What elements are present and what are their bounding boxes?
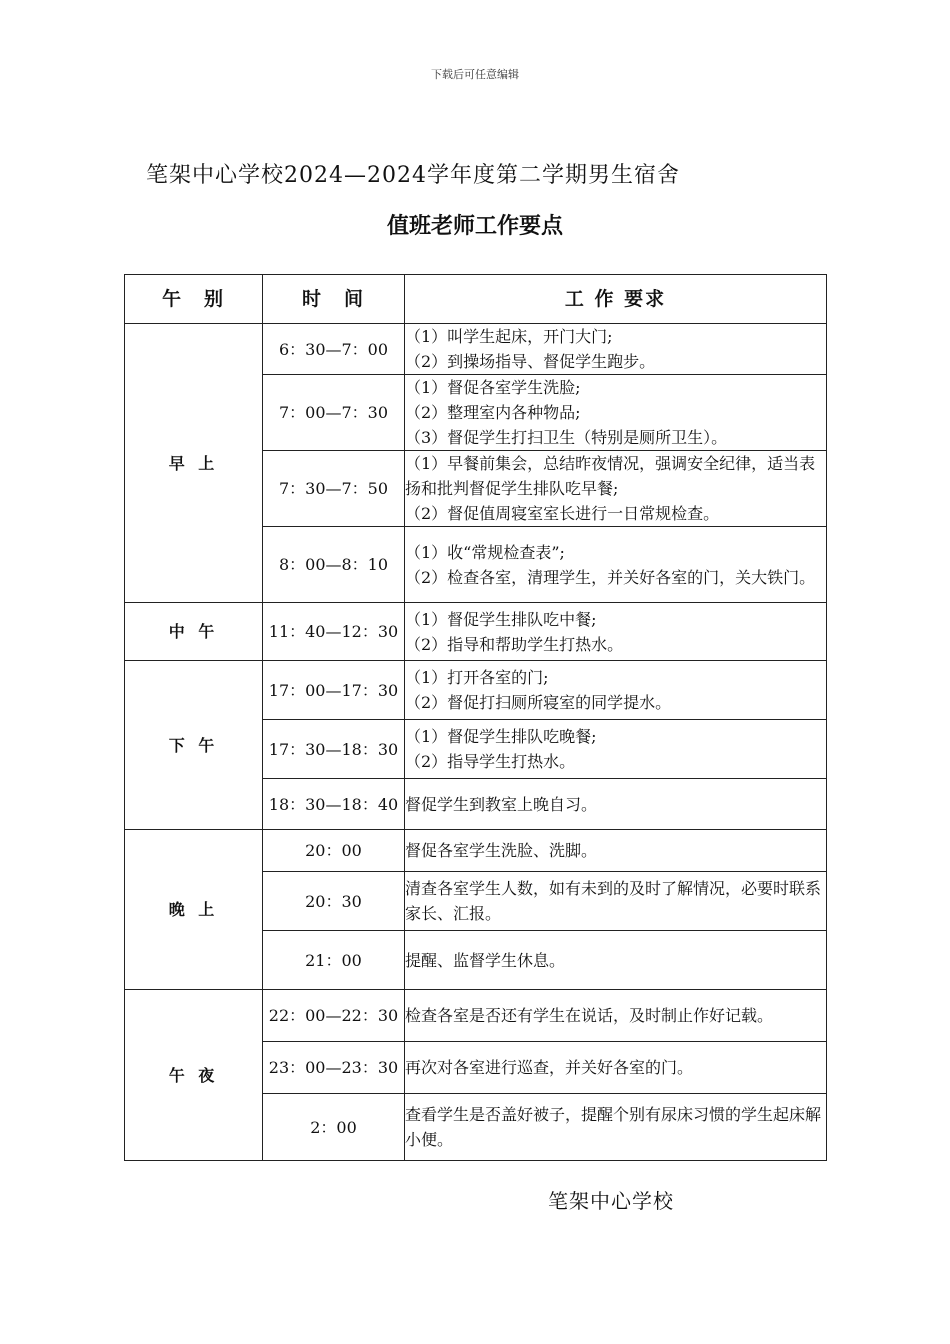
- requirement-item: （1）叫学生起床，开门大门;: [405, 327, 613, 346]
- time-cell: 7：00—7：30: [263, 375, 405, 451]
- period-cell: 晚 上: [125, 830, 263, 990]
- requirement-item: （1）早餐前集会，总结昨夜情况，强调安全纪律，适当表扬和批判督促学生排队吃早餐;: [405, 454, 816, 498]
- time-cell: 17：30—18：30: [263, 720, 405, 779]
- time-cell: 17：00—17：30: [263, 661, 405, 720]
- header-requirements: 工 作 要求: [405, 275, 827, 324]
- table-header-row: [125, 275, 827, 324]
- requirement-item: 清查各室学生人数，如有未到的及时了解情况，必要时联系家长、汇报。: [405, 879, 822, 923]
- time-cell: 22：00—22：30: [263, 990, 405, 1042]
- requirement-item: （1）督促学生排队吃中餐;: [405, 609, 597, 629]
- requirements-cell: [405, 661, 827, 720]
- period-cell: 中 午: [125, 603, 263, 661]
- document-subtitle: 值班老师工作要点: [386, 214, 563, 239]
- header-note: 下载后可任意编辑: [431, 68, 519, 81]
- requirements-cell: [405, 324, 827, 375]
- requirement-item: （1）督促学生排队吃晚餐;: [405, 727, 597, 746]
- time-cell: 20：30: [263, 872, 405, 931]
- table-row: [125, 603, 827, 661]
- requirements-cell: [405, 527, 827, 603]
- requirement-item: （3）督促学生打扫卫生（特别是厕所卫生）。: [405, 428, 728, 447]
- table-body: [125, 324, 827, 1161]
- requirements-cell: [405, 375, 827, 451]
- time-cell: 20：00: [263, 830, 405, 872]
- period-cell: 下 午: [125, 661, 263, 830]
- requirement-item: （2）指导和帮助学生打热水。: [405, 634, 624, 654]
- requirements-cell: [405, 1042, 827, 1094]
- requirement-item: （1）收“常规检查表”;: [405, 542, 565, 562]
- requirements-cell: [405, 931, 827, 990]
- requirement-item: （2）检查各室，清理学生，并关好各室的门，关大铁门。: [405, 567, 816, 587]
- requirement-item: （2）到操场指导、督促学生跑步。: [405, 352, 656, 371]
- requirement-item: 提醒、监督学生休息。: [405, 950, 566, 970]
- table-row: [125, 661, 827, 720]
- requirement-item: （2）督促值周寝室室长进行一日常规检查。: [405, 504, 720, 523]
- requirement-item: （2）整理室内各种物品;: [405, 403, 581, 422]
- requirements-cell: [405, 603, 827, 661]
- requirement-item: （2）督促打扫厕所寝室的同学提水。: [405, 693, 672, 712]
- requirements-cell: [405, 1094, 827, 1161]
- period-cell: 午 夜: [125, 990, 263, 1161]
- header-time: 时 间: [263, 275, 405, 324]
- requirements-cell: [405, 720, 827, 779]
- document-title: 笔架中心学校2024—2024学年度第二学期男生宿舍: [146, 163, 680, 188]
- requirement-item: （2）指导学生打热水。: [405, 752, 576, 771]
- signature: 笔架中心学校: [548, 1189, 674, 1213]
- table-row: [125, 324, 827, 375]
- requirement-item: （1）打开各室的门;: [405, 668, 549, 687]
- table-row: [125, 830, 827, 872]
- requirements-cell: [405, 779, 827, 830]
- time-cell: 23：00—23：30: [263, 1042, 405, 1094]
- table-row: [125, 990, 827, 1042]
- time-cell: 7：30—7：50: [263, 451, 405, 527]
- requirement-item: 督促各室学生洗脸、洗脚。: [405, 841, 598, 860]
- time-cell: 8：00—8：10: [263, 527, 405, 603]
- header-period: 午 别: [125, 275, 263, 324]
- requirement-item: 查看学生是否盖好被子，提醒个别有尿床习惯的学生起床解小便。: [405, 1105, 822, 1149]
- time-cell: 11：40—12：30: [263, 603, 405, 661]
- requirements-cell: [405, 830, 827, 872]
- time-cell: 21：00: [263, 931, 405, 990]
- requirement-item: 再次对各室进行巡查，并关好各室的门。: [405, 1058, 694, 1077]
- time-cell: 6：30—7：00: [263, 324, 405, 375]
- requirement-item: 检查各室是否还有学生在说话，及时制止作好记载。: [405, 1006, 774, 1025]
- requirement-item: （1）督促各室学生洗脸;: [405, 378, 581, 397]
- time-cell: 2：00: [263, 1094, 405, 1161]
- requirements-cell: [405, 990, 827, 1042]
- duty-table: [124, 274, 827, 1161]
- period-cell: 早 上: [125, 324, 263, 603]
- requirements-cell: [405, 872, 827, 931]
- time-cell: 18：30—18：40: [263, 779, 405, 830]
- requirement-item: 督促学生到教室上晚自习。: [405, 794, 598, 814]
- requirements-cell: [405, 451, 827, 527]
